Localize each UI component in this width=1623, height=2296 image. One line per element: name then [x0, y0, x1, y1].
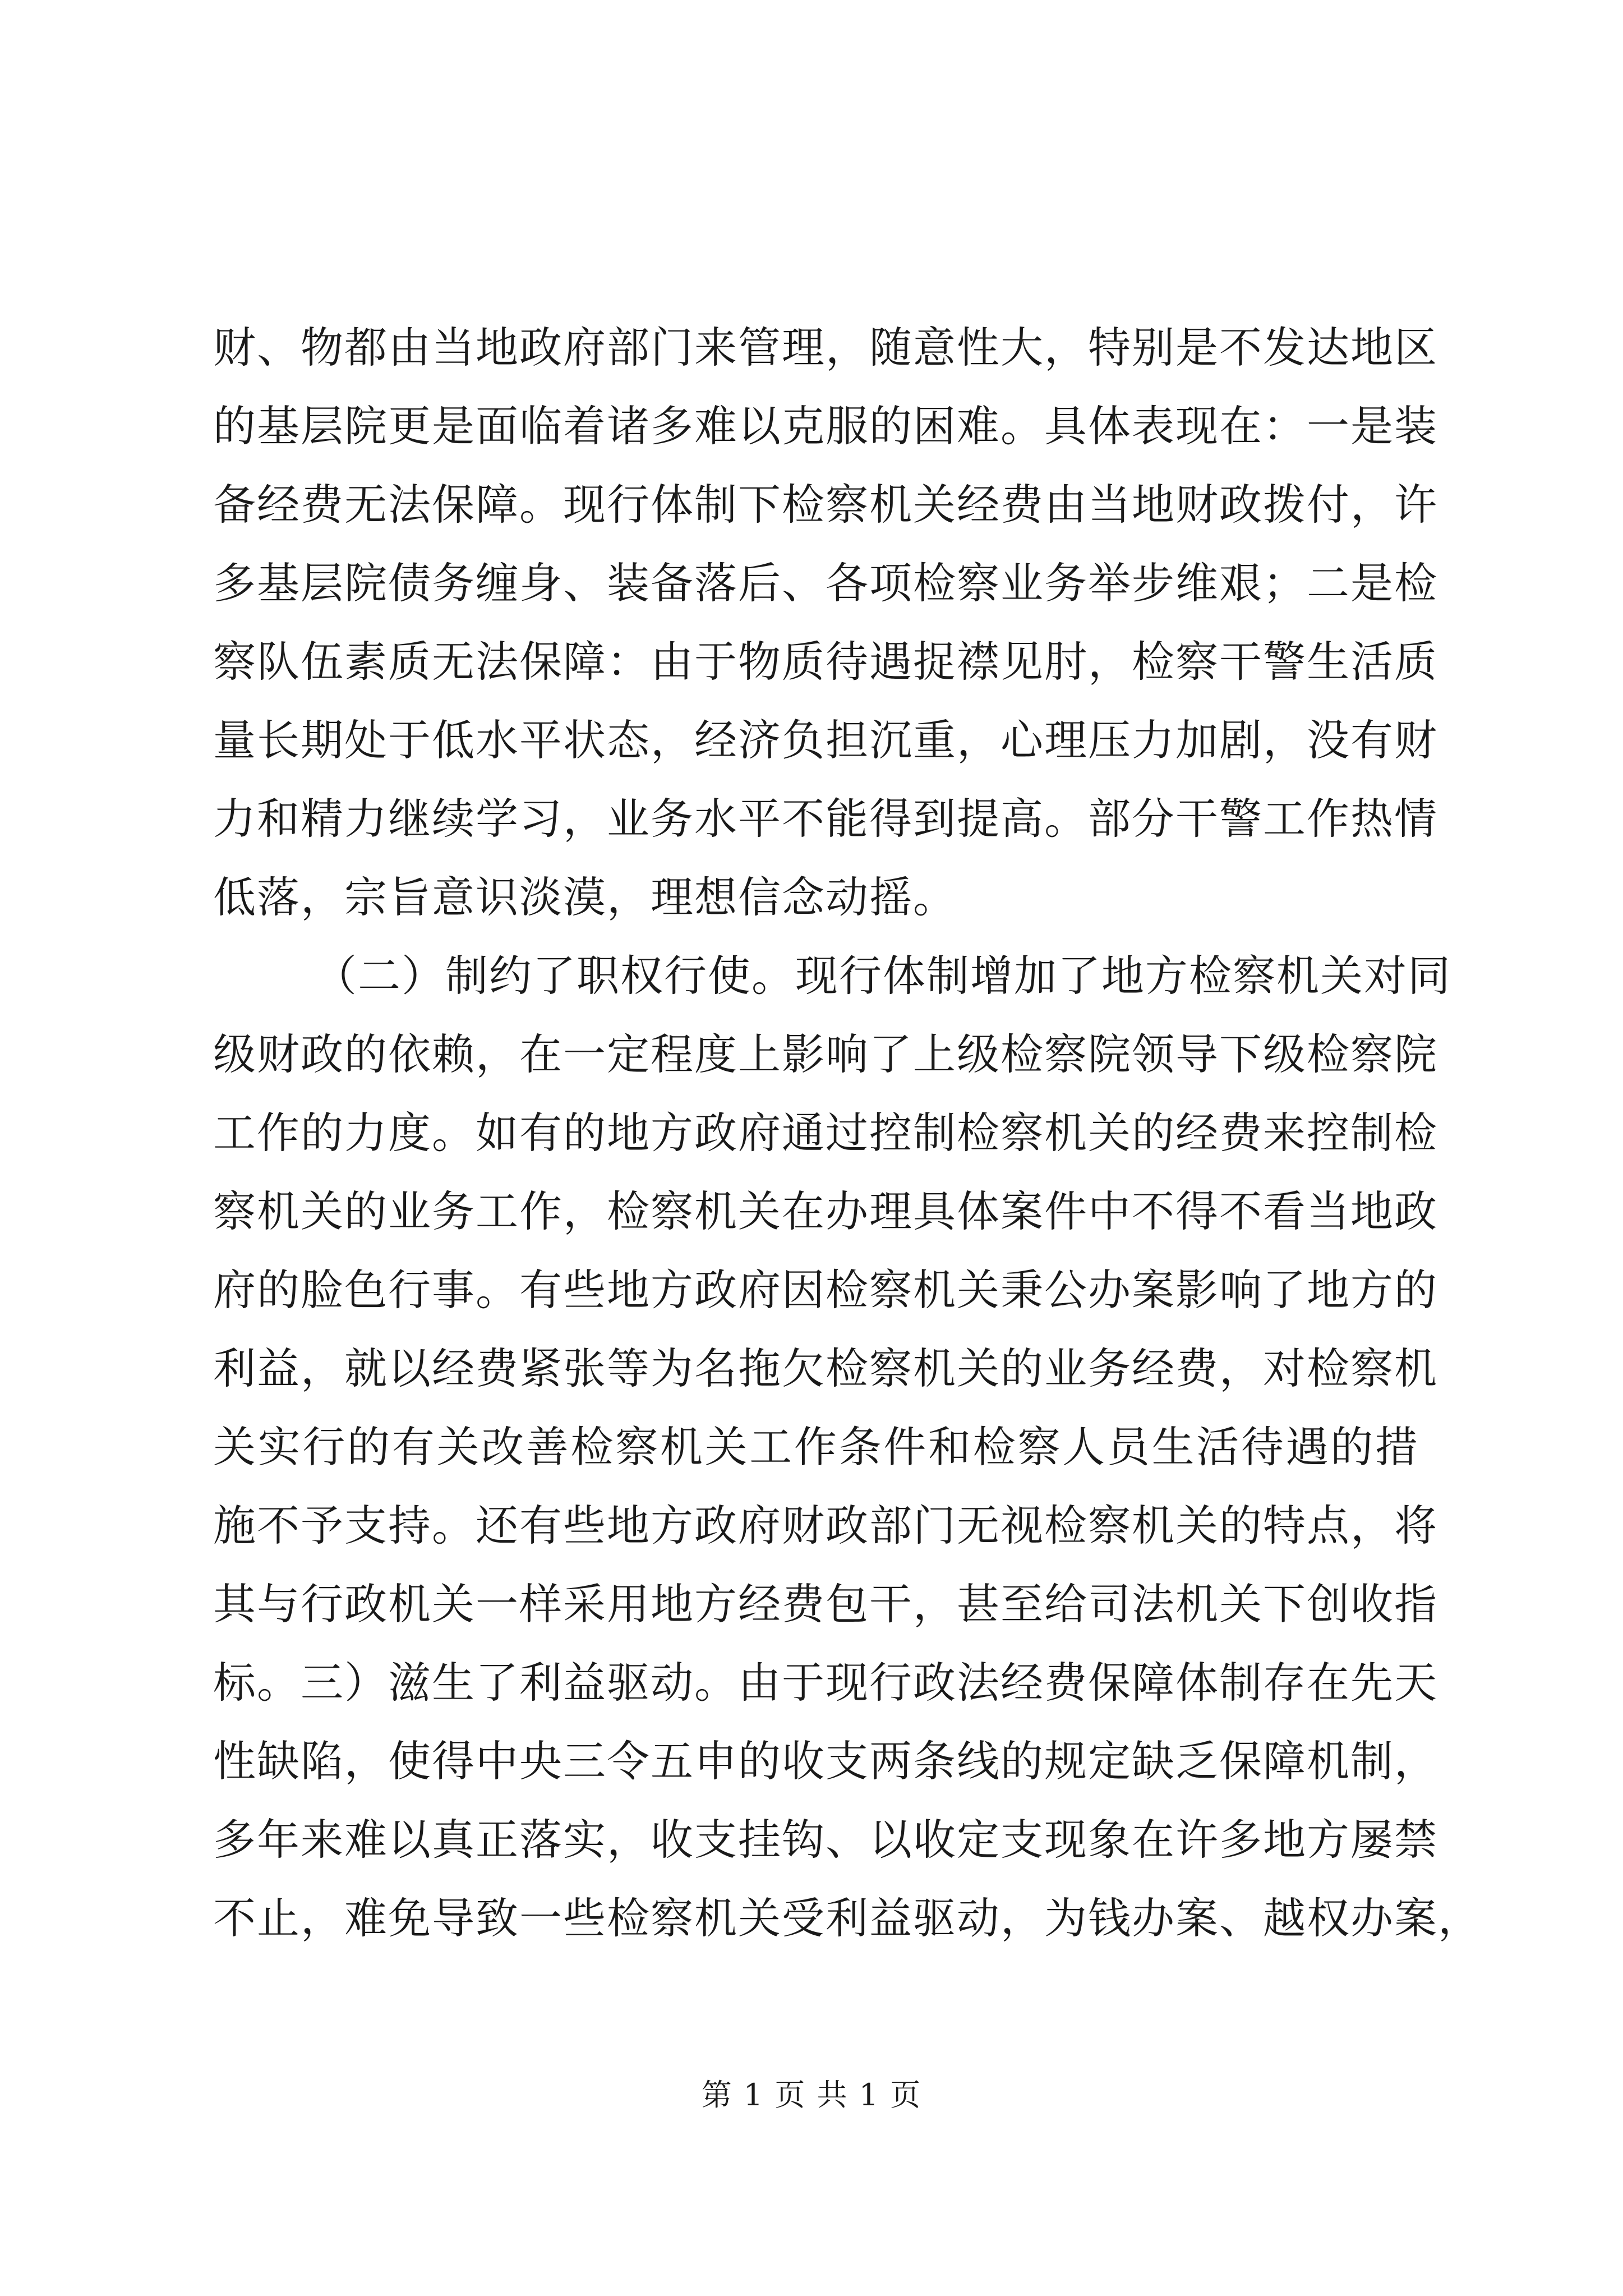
text-line-19: 性缺陷，使得中央三令五申的收支两条线的规定缺乏保障机制， — [213, 1736, 1438, 1786]
text-line-12: 察机关的业务工作，检察机关在办理具体案件中不得不看当地政 — [213, 1186, 1438, 1236]
text-line-15: 关实行的有关改善检察机关工作条件和检察人员生活待遇的措 — [213, 1422, 1419, 1472]
text-line-4: 多基层院债务缠身、装备落后、各项检察业务举步维艰；二是检 — [213, 558, 1438, 608]
text-line-11: 工作的力度。如有的地方政府通过控制检察机关的经费来控制检 — [213, 1108, 1438, 1158]
text-line-18: 标。三）滋生了利益驱动。由于现行政法经费保障体制存在先天 — [213, 1658, 1438, 1708]
text-line-14: 利益，就以经费紧张等为名拖欠检察机关的业务经费，对检察机 — [213, 1343, 1438, 1393]
text-line-8: 低落，宗旨意识淡漠，理想信念动摇。 — [213, 872, 957, 922]
text-line-5: 察队伍素质无法保障：由于物质待遇捉襟见肘，检察干警生活质 — [213, 637, 1438, 687]
text-line-2: 的基层院更是面临着诸多难以克服的困难。具体表现在：一是装 — [213, 401, 1438, 451]
text-line-10: 级财政的依赖，在一定程度上影响了上级检察院领导下级检察院 — [213, 1029, 1438, 1079]
text-line-16: 施不予支持。还有些地方政府财政部门无视检察机关的特点，将 — [213, 1501, 1438, 1550]
text-line-1: 财、物都由当地政府部门来管理，随意性大，特别是不发达地区 — [213, 323, 1438, 372]
paragraph-2-first-line: （二）制约了职权行使。现行体制增加了地方检察机关对同 — [314, 951, 1451, 1001]
text-line-3: 备经费无法保障。现行体制下检察机关经费由当地财政拨付，许 — [213, 480, 1438, 530]
text-line-21: 不止，难免导致一些检察机关受利益驱动，为钱办案、越权办案， — [213, 1893, 1482, 1943]
text-line-6: 量长期处于低水平状态，经济负担沉重，心理压力加剧，没有财 — [213, 715, 1438, 765]
text-line-17: 其与行政机关一样采用地方经费包干，甚至给司法机关下创收指 — [213, 1579, 1438, 1629]
page-footer: 第 1 页 共 1 页 — [701, 2077, 922, 2113]
text-line-13: 府的脸色行事。有些地方政府因检察机关秉公办案影响了地方的 — [213, 1265, 1438, 1315]
text-line-20: 多年来难以真正落实，收支挂钩、以收定支现象在许多地方屡禁 — [213, 1815, 1438, 1865]
text-line-7: 力和精力继续学习，业务水平不能得到提高。部分干警工作热情 — [213, 794, 1438, 844]
